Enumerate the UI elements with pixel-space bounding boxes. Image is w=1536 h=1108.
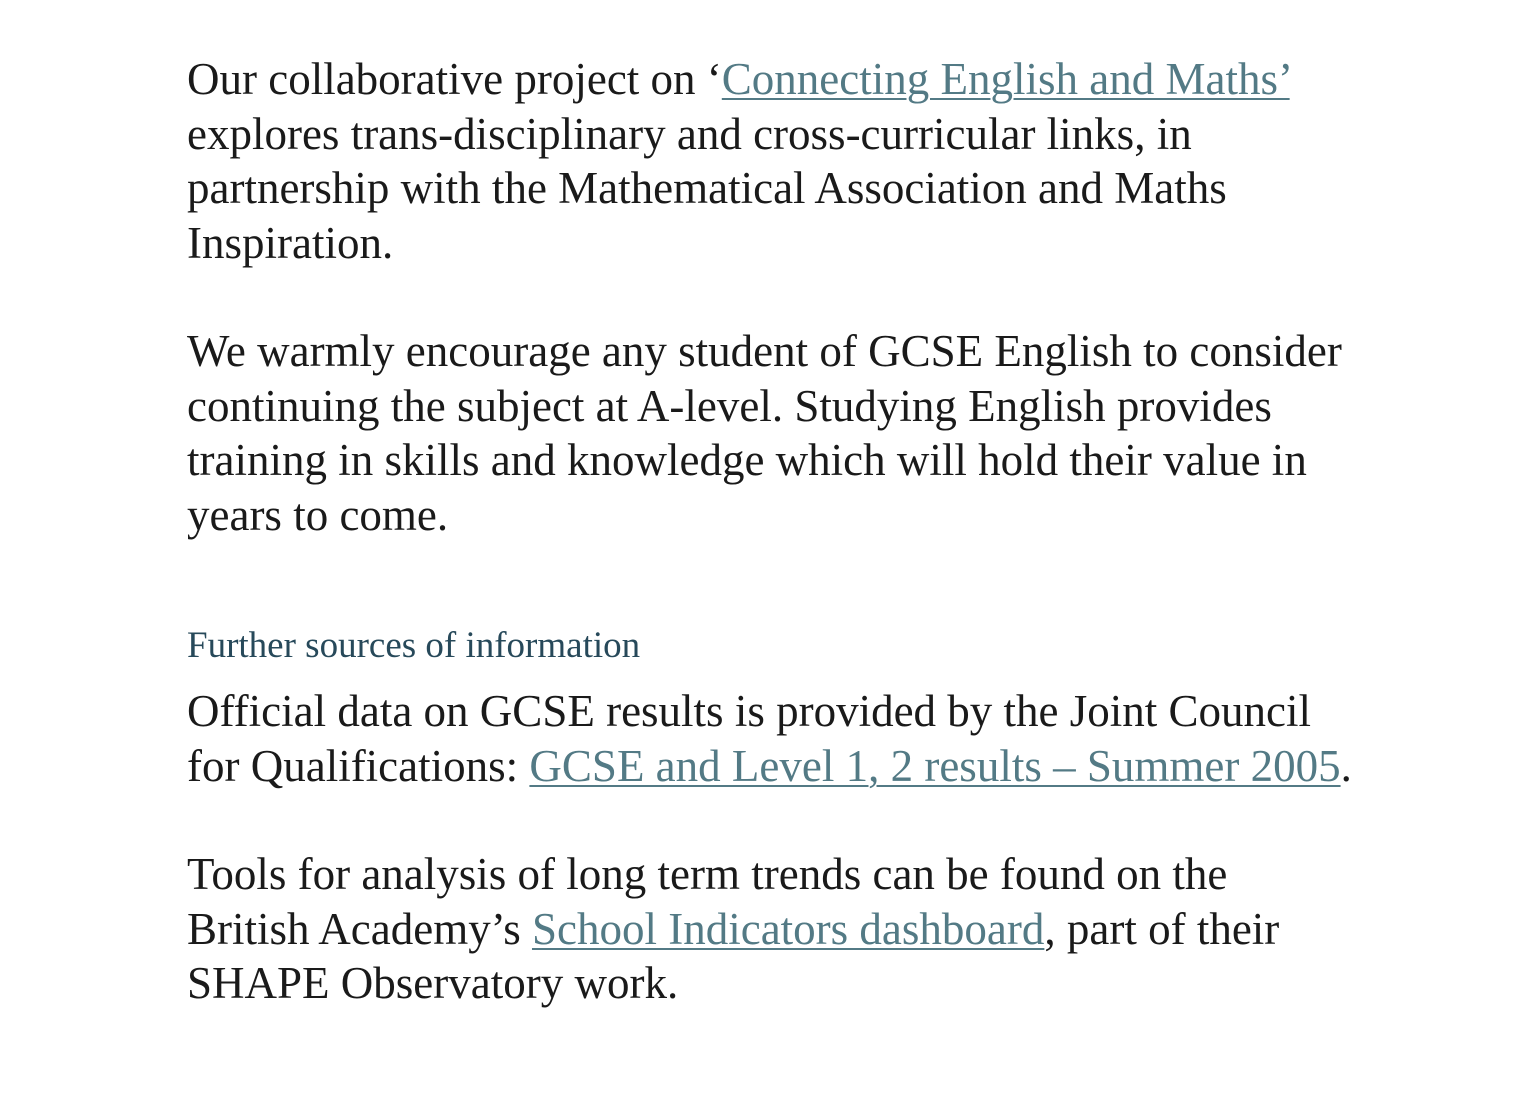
paragraph-analysis-tools [187, 847, 1347, 1011]
paragraph-text-after-link: . [1340, 740, 1352, 791]
school-indicators-dashboard-link[interactable]: School Indicators dashboard [531, 903, 1045, 954]
paragraph-collaborative-project [187, 52, 1347, 270]
connecting-english-and-maths-link[interactable]: Connecting English and Maths’ [721, 54, 1290, 104]
paragraph-text-after-link: explores trans-disciplinary and cross-curricular links, in partnership with the Mathematical Association and Maths Inspiration. [187, 108, 1227, 268]
paragraph-text-before-link: Our collaborative project on ‘ [187, 54, 722, 104]
article-content [187, 52, 1387, 1011]
paragraph-text-after-link: , part of their SHAPE Observatory work. [187, 903, 1280, 1008]
section-heading: Further sources of information [187, 625, 641, 666]
paragraph-text-before-link: Tools for analysis of long term trends can be found on the British Academy’s [187, 849, 1228, 954]
paragraph-official-data [187, 684, 1362, 793]
further-sources-section [187, 624, 1387, 1011]
gcse-results-summer-2005-link[interactable]: GCSE and Level 1, 2 results – Summer 2005 [529, 740, 1341, 791]
paragraph-text-before-link: Official data on GCSE results is provided by the Joint Council for Qualifications: [187, 686, 1312, 791]
paragraph-encourage-students: We warmly encourage any student of GCSE English to consider continuing the subject at A-level. Studying English provides training in skills and knowledge which will hold their value in years to come. [187, 326, 1342, 540]
